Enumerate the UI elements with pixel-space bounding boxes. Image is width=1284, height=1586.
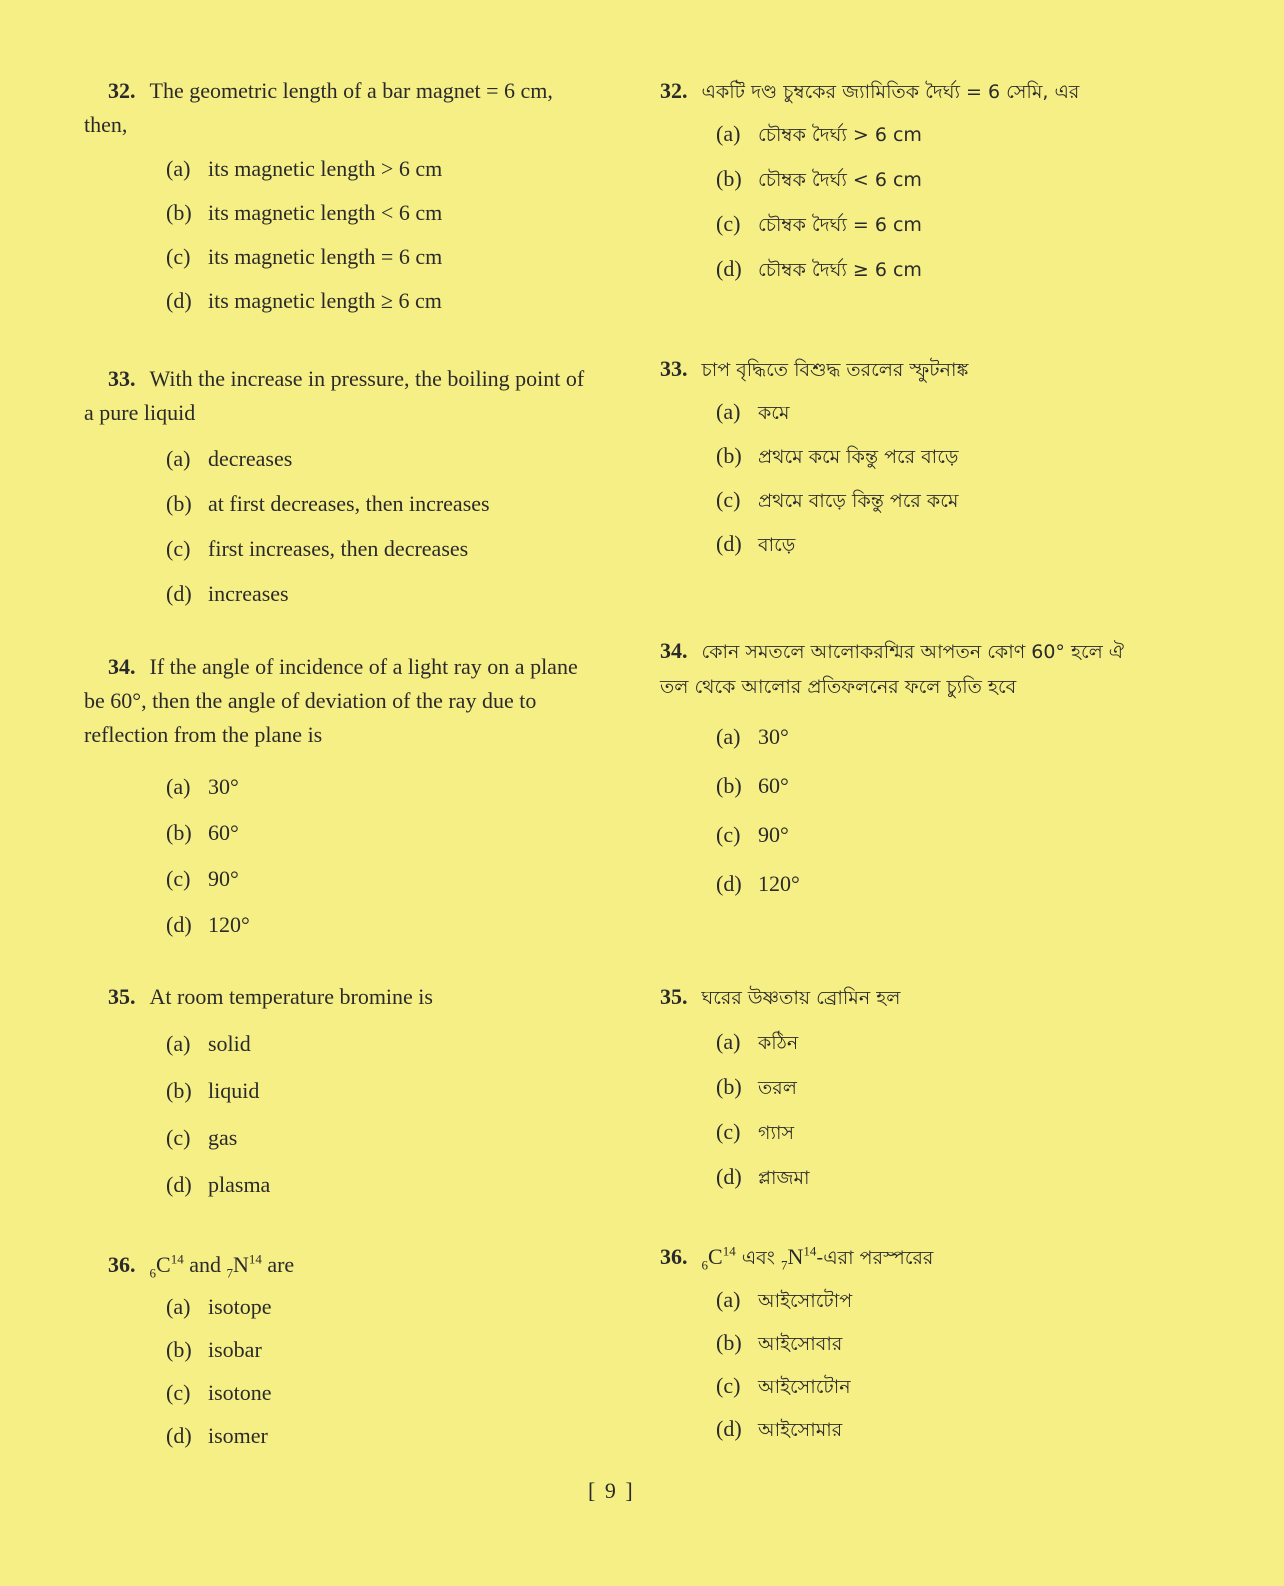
question-35-en xyxy=(84,980,589,1202)
question-number: 33. xyxy=(108,366,136,391)
question-34-bn xyxy=(660,634,1130,901)
option-c: (c) its magnetic length = 6 cm xyxy=(166,244,443,269)
question-36-en: 36. $_6C^{14}$ and $_7N^{14}$ are (a) isotope (b) isobar (c) isotone (d) isomer xyxy=(84,1248,589,1453)
option-c: (c) gas xyxy=(166,1125,238,1150)
option-b: (b) আইসোবার xyxy=(716,1330,843,1355)
page-number: [ 9 ] xyxy=(588,1478,635,1503)
option-b: (b) isobar xyxy=(166,1337,262,1362)
question-number: 34. xyxy=(108,654,136,679)
option-b: (b) 60° xyxy=(716,773,789,798)
option-d: (d) বাড়ে xyxy=(716,531,796,556)
question-stem: The geometric length of a bar magnet = 6 cm, then, xyxy=(84,78,553,137)
option-c: (c) আইসোটোন xyxy=(716,1373,851,1398)
question-33-en xyxy=(84,362,589,611)
question-stem: ঘরের উষ্ণতায় ব্রোমিন হল xyxy=(701,987,901,1009)
question-stem: With the increase in pressure, the boiling point of a pure liquid xyxy=(84,366,585,425)
question-34-en xyxy=(84,650,589,942)
option-b: (b) its magnetic length < 6 cm xyxy=(166,200,443,225)
question-number: 35. xyxy=(660,984,688,1009)
question-stem: কোন সমতলে আলোকরশ্মির আপতন কোণ 60° হলে ঐ তল থেকে আলোর প্রতিফলনের ফলে চ্যুতি হবে xyxy=(660,641,1125,698)
option-d: (d) প্লাজমা xyxy=(716,1164,810,1189)
option-a: (a) decreases xyxy=(166,446,293,471)
option-a: (a) 30° xyxy=(716,724,789,749)
option-c: (c) 90° xyxy=(166,866,239,891)
option-d: (d) চৌম্বক দৈর্ঘ্য ≥ 6 cm xyxy=(716,256,922,281)
option-d: (d) increases xyxy=(166,581,289,606)
option-b: (b) চৌম্বক দৈর্ঘ্য < 6 cm xyxy=(716,166,922,191)
option-c: (c) first increases, then decreases xyxy=(166,536,469,561)
option-a: (a) solid xyxy=(166,1031,251,1056)
question-number: 35. xyxy=(108,984,136,1009)
option-b: (b) liquid xyxy=(166,1078,260,1103)
question-33-bn xyxy=(660,352,1130,562)
option-c: (c) গ্যাস xyxy=(716,1119,795,1144)
option-d: (d) 120° xyxy=(166,912,250,937)
question-stem: If the angle of incidence of a light ray on a plane be 60°, then the angle of deviation of the ray due to reflection from the plane is xyxy=(84,654,578,747)
question-number: 32. xyxy=(660,78,688,103)
option-c: (c) isotone xyxy=(166,1380,272,1405)
question-number: 33. xyxy=(660,356,688,381)
option-a: (a) চৌম্বক দৈর্ঘ্য > 6 cm xyxy=(716,121,922,146)
option-a: (a) আইসোটোপ xyxy=(716,1287,853,1312)
option-d: (d) 120° xyxy=(716,871,800,896)
option-b: (b) at first decreases, then increases xyxy=(166,491,490,516)
option-d: (d) plasma xyxy=(166,1172,271,1197)
option-c: (c) প্রথমে বাড়ে কিন্তু পরে কমে xyxy=(716,487,959,512)
question-number: 36. xyxy=(108,1252,136,1277)
option-d: (d) আইসোমার xyxy=(716,1416,843,1441)
question-number: 32. xyxy=(108,78,136,103)
question-stem: চাপ বৃদ্ধিতে বিশুদ্ধ তরলের স্ফুটনাঙ্ক xyxy=(701,359,969,381)
option-a: (a) its magnetic length > 6 cm xyxy=(166,156,443,181)
option-b: (b) তরল xyxy=(716,1074,797,1099)
question-number: 34. xyxy=(660,638,688,663)
option-b: (b) 60° xyxy=(166,820,239,845)
option-c: (c) চৌম্বক দৈর্ঘ্য = 6 cm xyxy=(716,211,922,236)
option-d: (d) isomer xyxy=(166,1423,268,1448)
option-a: (a) কমে xyxy=(716,399,790,424)
question-number: 36. xyxy=(660,1244,688,1269)
option-b: (b) প্রথমে কমে কিন্তু পরে বাড়ে xyxy=(716,443,959,468)
question-36-bn: 36. $_6C^{14}$ এবং $_7N^{14}-এরা$ পরস্পরের (a) আইসোটোপ (b) আইসোবার (c) আইসোটোন (d) আইসোমার xyxy=(660,1240,1130,1447)
question-stem: At room temperature bromine is xyxy=(149,984,433,1009)
option-a: (a) isotope xyxy=(166,1294,272,1319)
question-stem: একটি দণ্ড চুম্বকের জ্যামিতিক দৈর্ঘ্য = 6 সেমি, এর xyxy=(701,81,1080,103)
option-a: (a) 30° xyxy=(166,774,239,799)
option-c: (c) 90° xyxy=(716,822,789,847)
option-d: (d) its magnetic length ≥ 6 cm xyxy=(166,288,442,313)
option-a: (a) কঠিন xyxy=(716,1029,799,1054)
question-32-bn xyxy=(660,74,1130,287)
question-32-en xyxy=(84,74,589,318)
question-35-bn xyxy=(660,980,1130,1195)
